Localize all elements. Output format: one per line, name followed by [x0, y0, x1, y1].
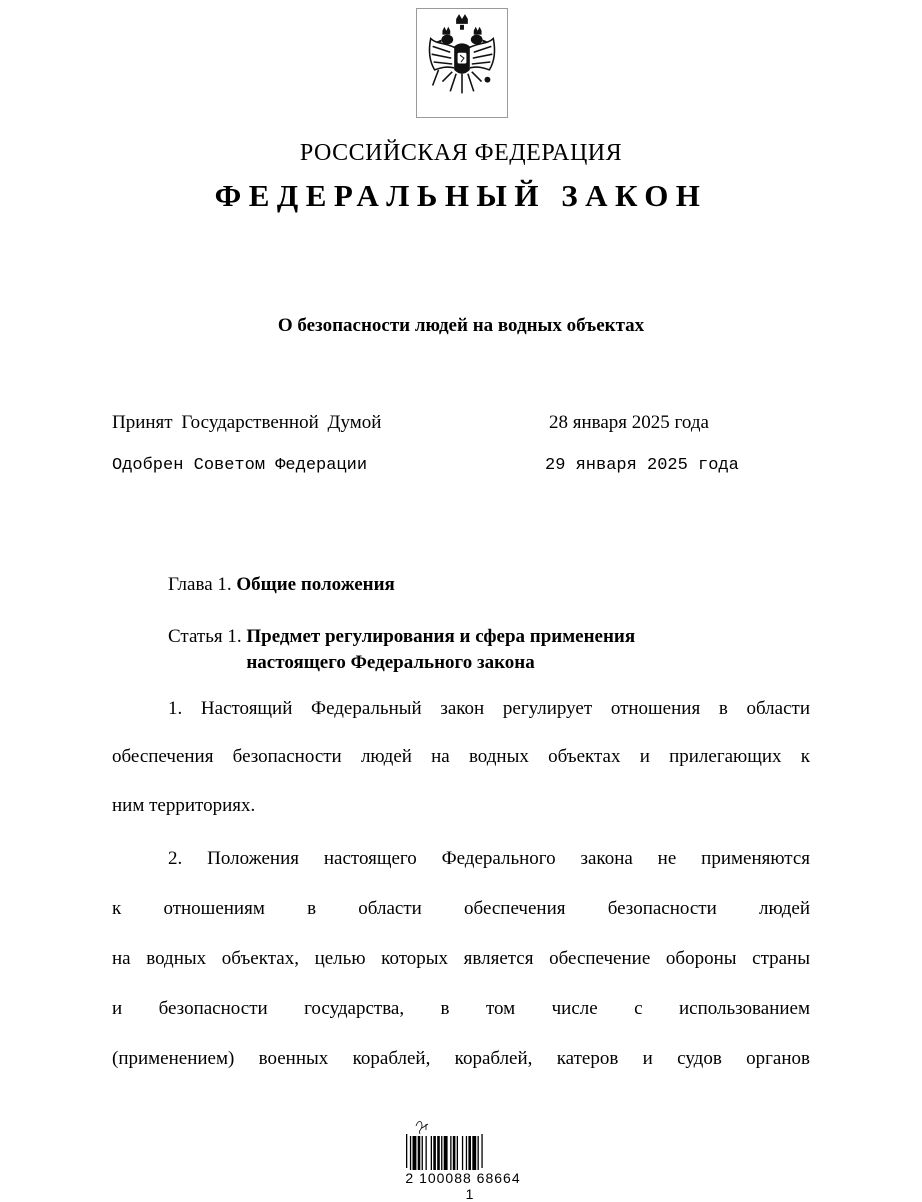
adoption-label: Одобрен Советом Федерации — [112, 456, 368, 475]
chapter-prefix: Глава 1. — [168, 574, 232, 595]
barcode-bar — [453, 1136, 456, 1170]
barcode-bar — [437, 1136, 440, 1170]
barcode-bar — [478, 1136, 479, 1170]
paragraph-line: 1. Настоящий Федеральный закон регулирует отношения в области — [168, 698, 810, 719]
article-prefix: Статья 1. — [168, 626, 242, 647]
paragraph-line: ним территориях. — [112, 795, 256, 816]
barcode-mark-icon — [416, 1122, 428, 1135]
adoption-date: 29 января 2025 года — [545, 456, 739, 475]
chapter-heading — [168, 574, 395, 596]
barcode-bar — [462, 1136, 463, 1170]
barcode-bar — [406, 1134, 407, 1168]
paragraph-line: (применением) военных кораблей, кораблей, катеров и судов органов — [112, 1048, 810, 1069]
barcode-bar — [431, 1136, 432, 1170]
barcode-bar — [481, 1134, 482, 1168]
article-name-line: настоящего Федерального закона — [246, 652, 535, 673]
adoption-label: Принят Государственной Думой — [112, 412, 382, 433]
paragraph-line: к отношениям в области обеспечения безопасности людей — [112, 898, 810, 919]
barcode-bar — [433, 1136, 436, 1170]
barcode-bar — [441, 1136, 442, 1170]
barcode-bar — [468, 1136, 471, 1170]
barcode-bar — [410, 1136, 411, 1170]
paragraph-line: и безопасности государства, в том числе с использованием — [112, 998, 810, 1019]
double-headed-eagle-icon — [417, 9, 507, 117]
barcode-bars — [406, 1134, 483, 1170]
barcode-bar — [472, 1136, 476, 1170]
barcode-bar — [457, 1136, 458, 1170]
article-name-line: Предмет регулирования и сфера применения — [246, 626, 636, 647]
paragraph-line: на водных объектах, целью которых является обеспечение обороны страны — [112, 948, 810, 969]
barcode-bar — [444, 1136, 448, 1170]
country-name: РОССИЙСКАЯ ФЕДЕРАЦИЯ — [299, 140, 623, 166]
barcode-bar — [466, 1136, 467, 1170]
barcode-check-digit: 1 — [465, 1186, 475, 1202]
barcode-bar — [422, 1136, 423, 1170]
article-name — [246, 624, 635, 676]
paragraph-line: 2. Положения настоящего Федерального закона не применяются — [168, 848, 810, 869]
barcode-bar — [418, 1136, 421, 1170]
adoption-date: 28 января 2025 года — [549, 412, 709, 433]
barcode-bar — [450, 1136, 451, 1170]
article-heading — [168, 624, 635, 676]
barcode-digits — [402, 1170, 524, 1202]
chapter-name: Общие положения — [236, 574, 395, 595]
law-type-heading: ФЕДЕРАЛЬНЫЙ ЗАКОН — [214, 178, 708, 213]
barcode-bar — [426, 1136, 427, 1170]
state-emblem — [416, 8, 508, 118]
law-title: О безопасности людей на водных объектах — [277, 315, 645, 336]
barcode-number: 2 100088 68664 — [405, 1170, 521, 1186]
paragraph-line: обеспечения безопасности людей на водных объектах и прилегающих к — [112, 746, 810, 767]
barcode-bar — [413, 1136, 417, 1170]
